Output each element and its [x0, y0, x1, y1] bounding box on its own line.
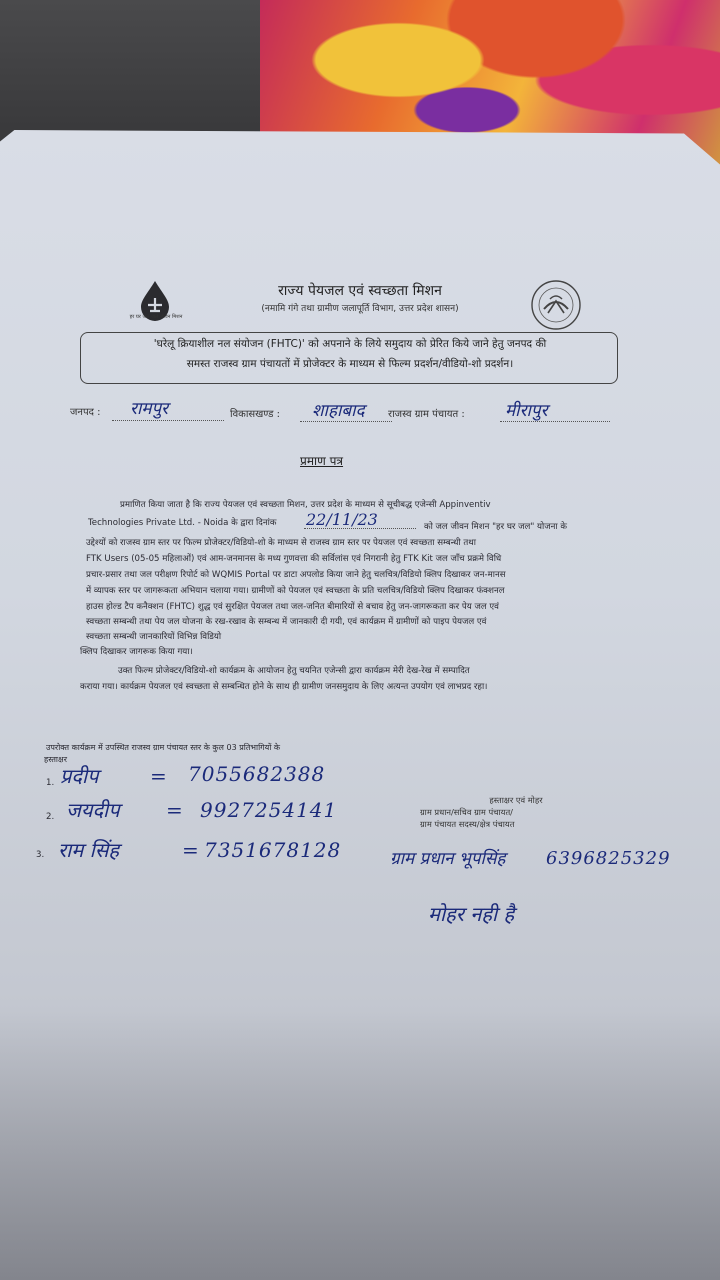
- witness-2-equals: =: [166, 798, 183, 822]
- witness-3-phone: 7351678128: [204, 838, 342, 862]
- panchayat-handwritten-value: मीरापुर: [505, 401, 548, 421]
- body-line-9: स्वच्छता सम्बन्धी जानकारियों विभिन्न विडियो: [86, 632, 222, 642]
- body-line-10: क्लिप दिखाकर जागरूक किया गया।: [80, 647, 193, 657]
- witness-intro: उपरोक्त कार्यक्रम में उपस्थित राजस्व ग्राम पंचायत स्तर के कुल 03 प्रतिभागियों के: [46, 743, 281, 752]
- block-label: विकासखण्ड :: [230, 409, 281, 420]
- pradhan-handwritten-phone: 6396825329: [546, 848, 671, 869]
- witness-3-name: राम सिंह: [58, 838, 119, 862]
- district-dotted-line: [112, 419, 224, 421]
- left-logo-caption: हर घर जल जल जीवन मिशन: [129, 314, 183, 320]
- body-line-3: उद्देश्यों को राजस्व ग्राम स्तर पर फिल्म प्रोजेक्टर/विडियो-शो के माध्यम से राजस्व ग्राम स्तर पर पेयजल एवं स्वच्छता सम्बन्धी तथा: [86, 538, 476, 548]
- witness-1-equals: =: [150, 764, 167, 788]
- body-line-12: कराया गया। कार्यक्रम पेयजल एवं स्वच्छता से सम्बन्धित होने के साथ ही ग्रामीण जनसमुदाय के लिए अत्यन्त उपयोग एवं लाभप्रद रहा।: [80, 682, 488, 692]
- body-line-11: उक्त फिल्म प्रोजेक्टर/विडियो-शो कार्यक्रम के आयोजन हेतु चयनित एजेन्सी द्वारा कार्यक्रम मेरी देख-रेख में सम्पादित: [118, 666, 470, 676]
- body-line-2a: Technologies Private Ltd. - Noida के द्वारा दिनांक: [88, 518, 277, 528]
- witness-2-number: 2.: [46, 812, 55, 822]
- district-label: जनपद :: [70, 407, 101, 418]
- witness-intro-signature: हस्ताक्षर: [44, 755, 67, 764]
- body-line-7: हाउस होल्ड टैप कनैक्शन (FHTC) शुद्ध एवं सुरक्षित पेयजल तथा जल-जनित बीमारियों से बचाव हेतु जन-जागरूकता कर पेय जल एवं: [86, 602, 499, 612]
- banner-line-2: समस्त राजस्व ग्राम पंचायतों में प्रोजेक्टर के माध्यम से फिल्म प्रदर्शन/वीडियो-शो प्रदर्शन।: [186, 358, 514, 370]
- body-line-5: प्रचार-प्रसार तथा जल परीक्षण रिपोर्ट को WQMIS Portal पर डाटा अपलोड किया जाने हेतु चलचित्र/विडियो क्लिप दिखाकर जन-मानस: [86, 570, 506, 580]
- pradhan-handwritten-name: ग्राम प्रधान भूपसिंह: [390, 849, 506, 869]
- no-stamp-handwritten-note: मोहर नही है: [428, 902, 515, 926]
- district-handwritten-value: रामपुर: [130, 399, 169, 419]
- block-handwritten-value: शाहाबाद: [312, 401, 365, 421]
- banner-line-1: 'घरेलू क्रियाशील नल संयोजन (FHTC)' को अपनाने के लिये समुदाय को प्रेरित किये जाने हेतु जनपद की: [153, 338, 547, 350]
- body-line-4: FTK Users (05-05 महिलाओं) एवं आम-जनमानस के मध्य गुणवत्ता की सर्विलांस एवं निगरानी हेतु FTK Kit जल जाँच प्रक्रमे विधि: [86, 554, 502, 564]
- photo-shadow-overlay: [0, 1010, 720, 1280]
- witness-2-phone: 9927254141: [200, 798, 338, 822]
- witness-1-phone: 7055682388: [188, 762, 326, 786]
- witness-3-number: 3.: [36, 850, 45, 860]
- certificate-heading: प्रमाण पत्र: [300, 454, 344, 468]
- panchayat-label: राजस्व ग्राम पंचायत :: [388, 409, 465, 420]
- witness-1-name: प्रदीप: [60, 764, 99, 788]
- signature-role-line-2: ग्राम पंचायत सदस्य/क्षेत्र पंचायत: [420, 819, 515, 829]
- body-line-2b: को जल जीवन मिशन "हर घर जल" योजना के: [424, 522, 567, 532]
- witness-2-name: जयदीप: [66, 798, 120, 822]
- witness-1-number: 1.: [46, 778, 55, 788]
- date-handwritten-value: 22/11/23: [306, 510, 378, 529]
- document-subtitle: (नमामि गंगे तथा ग्रामीण जलापूर्ति विभाग, उत्तर प्रदेश शासन): [261, 304, 459, 314]
- body-line-6: में व्यापक स्तर पर जागरूकता अभियान चलाया गया। ग्रामीणों को पेयजल एवं स्वच्छता के प्रति चलचित्र/विडियो क्लिप दिखाकर फंक्शनल: [86, 586, 505, 596]
- witness-3-equals: =: [182, 838, 199, 862]
- body-line-8: स्वच्छता सम्बन्धी तथा पेय जल योजना के रख-रखाव के सम्बन्ध में जानकारी दी गयी, एवं कार्यक्रम में ग्रामीणों को पाइप पेयजल एवं: [86, 617, 487, 627]
- document-title: राज्य पेयजल एवं स्वच्छता मिशन: [278, 283, 442, 299]
- body-line-1: प्रमाणित किया जाता है कि राज्य पेयजल एवं स्वच्छता मिशन, उत्तर प्रदेश के माध्यम से सूचीबद्ध एजेन्सी Appinventiv: [120, 500, 491, 510]
- signature-role-line-1: ग्राम प्रधान/सचिव ग्राम पंचायत/: [420, 807, 513, 817]
- signature-stamp-label: हस्ताक्षर एवं मोहर: [489, 795, 543, 805]
